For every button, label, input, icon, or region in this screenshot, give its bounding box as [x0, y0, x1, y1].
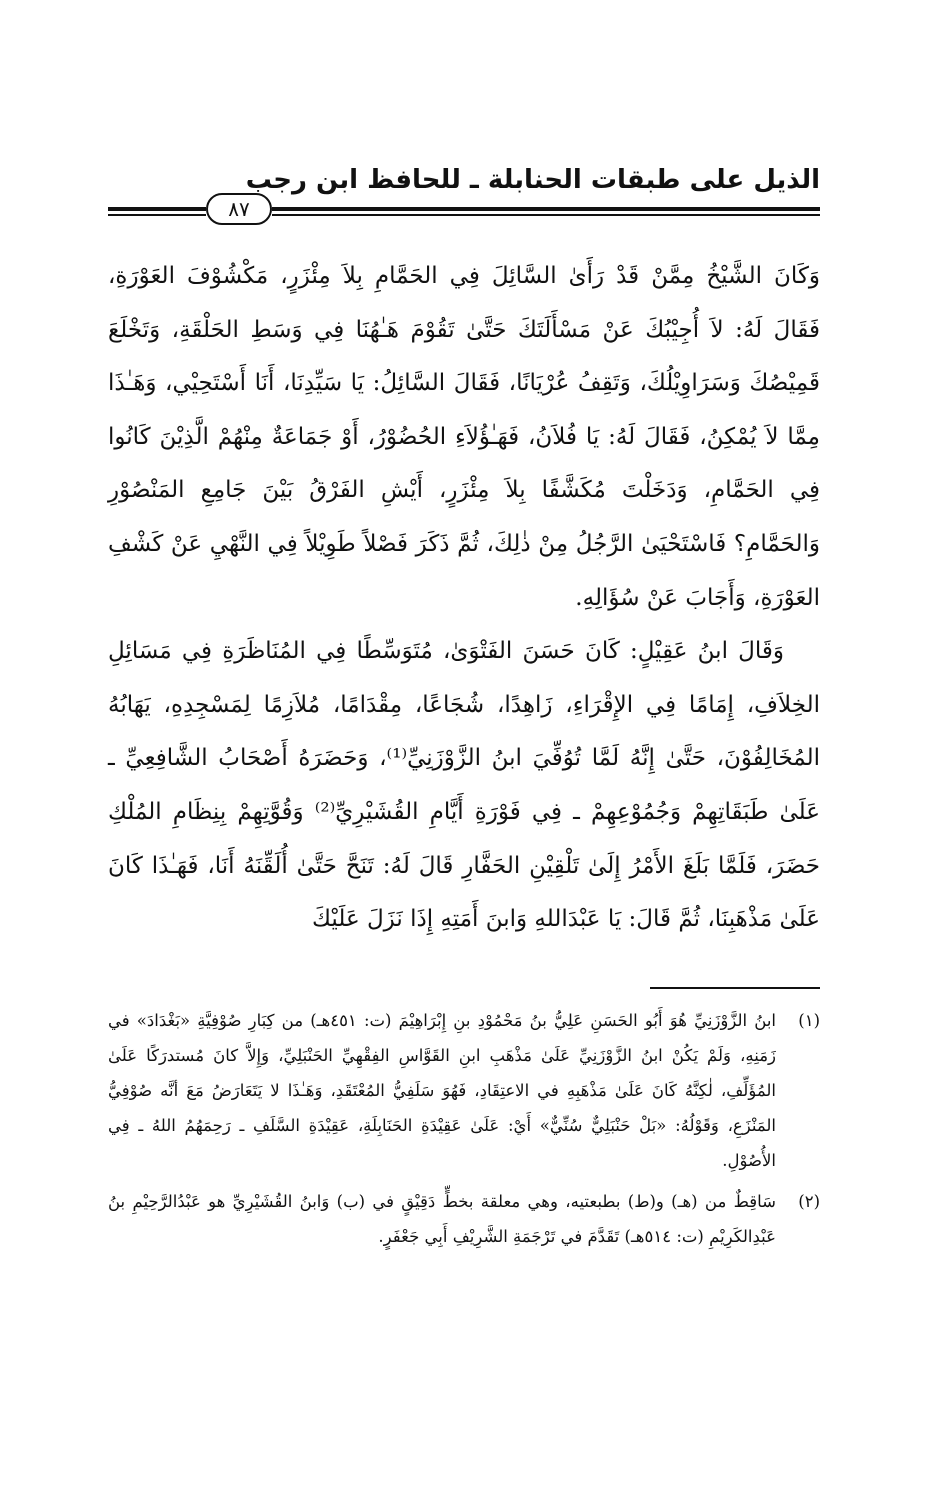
footnote-number: (١)	[798, 1011, 820, 1030]
header-rule-right	[272, 207, 820, 211]
header-rule-left	[108, 207, 206, 211]
running-title: الذيل على طبقات الحنابلة ـ للحافظ ابن رجب	[245, 165, 820, 195]
main-text	[108, 250, 820, 947]
footnote-separator	[650, 987, 820, 989]
footnote-text: سَاقِطٌ من (هـ) و(ط) بطبعتيه، وهي معلقة بخطٍّ دَقِيْقٍ في (ب) وَابنُ القُشَيْرِيِّ هو عَبْدُالرَّحِيْمِ بنُ عَبْدِالكَرِيْمِ (ت: ٥١٤هـ) تَقَدَّمَ في تَرْجَمَةِ الشَّرِيْفِ أَبِي جَعْفَرٍ.	[108, 1192, 776, 1246]
paragraph: وَقَالَ ابنُ عَقِيْلٍ: كَانَ حَسَنَ الفَتْوَىٰ، مُتَوَسِّطًا فِي المُنَاظَرَةِ فِي مَسَائِلِ الخِلاَفِ، إِمَامًا فِي الإِقْرَاءِ، زَاهِدًا، شُجَاعًا، مِقْدَامًا، مُلاَزِمًا لِمَسْجِدِهِ، يَهَابُهُ المُخَالِفُوْنَ، حَتَّىٰ إِنَّهُ لَمَّا تُوُفِّيَ ابنُ الزَّوْزَنِيِّ⁽¹⁾، وَحَضَرَهُ أَصْحَابُ الشَّافِعِيِّ ـ عَلَىٰ طَبَقَاتِهِمْ وَجُمُوْعِهِمْ ـ فِي فَوْرَةِ أَيَّامِ القُشَيْرِيِّ⁽²⁾ وَقُوَّتِهِمْ بِنِظَامِ المُلْكِ حَضَرَ، فَلَمَّا بَلَغَ الأَمْرُ إِلَىٰ تَلْقِيْنِ الحَفَّارِ قَالَ لَهُ: تَنَحَّ حَتَّىٰ أُلَقِّنَهُ أَنَا، فَهَـٰذَا كَانَ عَلَىٰ مَذْهَبِنَا، ثُمَّ قَالَ: يَا عَبْدَاللهِ وَابنَ أَمَتِهِ إِذَا نَزَلَ عَلَيْكَ	[108, 638, 820, 933]
footnote	[108, 1003, 820, 1178]
paragraph: وَكَانَ الشَّيْخُ مِمَّنْ قَدْ رَأَىٰ السَّائِلَ فِي الحَمَّامِ بِلاَ مِئْزَرٍ، مَكْشُوْفَ العَوْرَةِ، فَقَالَ لَهُ: لاَ أُجِيْبُكَ عَنْ مَسْأَلَتَكَ حَتَّىٰ تَقُوْمَ هَـٰهُنَا فِي وَسَطِ الحَلْقَةِ، وَتَخْلَعَ قَمِيْصُكَ وَسَرَاوِيْلُكَ، وَتَقِفُ عُرْيَانًا، فَقَالَ السَّائِلُ: يَا سَيِّدِنَا، أَنَا أَسْتَحِيْي، وَهَـٰذَا مِمَّا لاَ يُمْكِنُ، فَقَالَ لَهُ: يَا فُلاَنُ، فَهَـٰؤُلاَءِ الحُضُوْرُ، أَوْ جَمَاعَةٌ مِنْهُمْ الَّذِيْنَ كَانُوا فِي الحَمَّامِ، وَدَخَلْتَ مُكَشَّفًا بِلاَ مِئْزَرٍ، أَيْشِ الفَرْقُ بَيْنَ جَامِعِ المَنْصُوْرِ وَالحَمَّامِ؟ فَاسْتَحْيَىٰ الرَّجُلُ مِنْ ذٰلِكَ، ثُمَّ ذَكَرَ فَصْلاً طَوِيْلاً فِي النَّهْيِ عَنْ كَشْفِ العَوْرَةِ، وَأَجَابَ عَنْ سُؤَالِهِ.	[108, 263, 820, 611]
footnote	[108, 1184, 820, 1254]
footnotes	[108, 1003, 820, 1260]
footnote-text: ابنُ الزَّوْزَنِيِّ هُوَ أَبُو الحَسَنِ عَلِيُّ بنُ مَحْمُوْدِ بنِ إِبْرَاهِيْمَ (ت: ٤٥١هـ) من كِبَارِ صُوْفِيَّةِ «بَغْدَادَ» في زَمَنِهِ، وَلَمْ يَكُنْ ابنُ الزَّوْزَنِيِّ عَلَىٰ مَذْهَبِ ابنِ القَوَّاسِ الفِقْهِيِّ الحَنْبَلِيِّ، وَإِلاَّ كانَ مُستدرَكًا عَلَىٰ المُؤَلِّفِ، لٰكِنَّهُ كَانَ عَلَىٰ مَذْهَبِهِ في الاعتِقَادِ، فَهُوَ سَلَفِيُّ المُعْتَقَدِ، وَهَـٰذَا لا يَتَعَارَضُ مَعَ أنَّه صُوْفِيُّ المَنْزَعِ، وَقَوْلُهُ: «بَلْ حَنْبَلِيٌّ سُنِّيٌّ» أَيْ: عَلَىٰ عَقِيْدَةِ الحَنَابِلَةِ، عَقِيْدَةِ السَّلَفِ ـ رَحِمَهُمُ اللهُ ـ فِي الأُصُوْلِ.	[108, 1011, 777, 1170]
footnote-number: (٢)	[798, 1192, 820, 1211]
page-number: ٨٧	[206, 193, 272, 225]
